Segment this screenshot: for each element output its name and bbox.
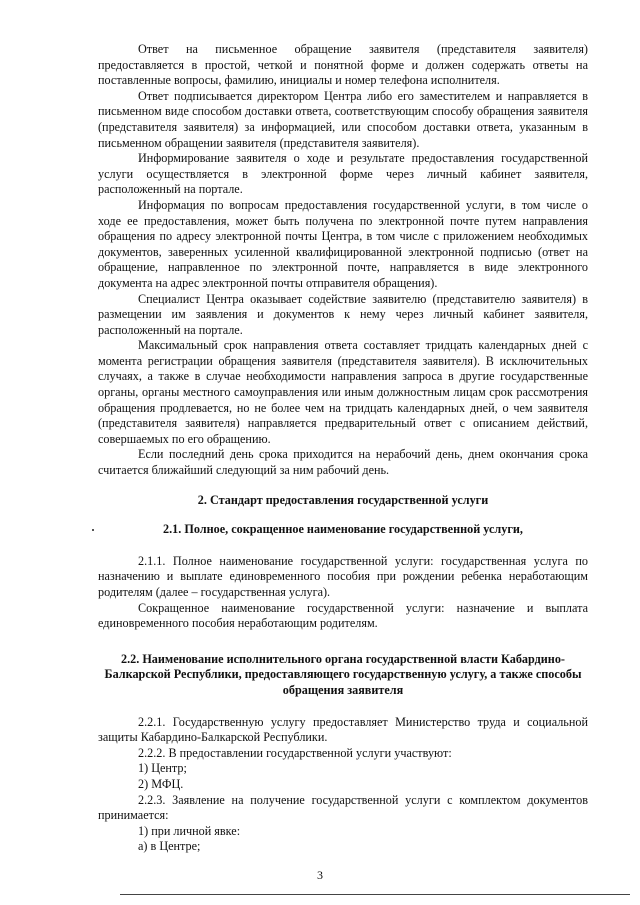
list-item: 2) МФЦ. — [138, 776, 184, 791]
spacer — [98, 699, 588, 715]
list-item: а) в Центре; — [138, 839, 201, 854]
spacer — [98, 538, 588, 554]
scan-speck — [92, 529, 94, 531]
paragraph: 2.1.1. Полное наименование государственной услуги: государственная услуга по назначению и выплате единовременного пособия при рождении ребенка неработающим родителям (далее – государственная услуга). — [98, 553, 588, 599]
paragraph: Информирование заявителя о ходе и результате предоставления государственной услуги осуществляется в электронной форме через личный кабинет заявителя, расположенный на портале. — [98, 151, 588, 197]
paragraph: Специалист Центра оказывает содействие заявителю (представителю заявителя) в размещении им заявления и документов к нему через личный кабинет заявителя, расположенный на портале. — [98, 291, 588, 337]
bottom-edge-line — [120, 894, 630, 895]
paragraph: Ответ подписывается директором Центра либо его заместителем и направляется в письменном виде способом доставки ответа, соответствующим способу обращения заявителя (представителя заявителя) за информацией, или способом доставки ответа, указанным в письменном обращении заявителя (представителя заявителя). — [98, 88, 588, 150]
paragraph: 2.2.2. В предоставлении государственной услуги участвуют: — [138, 745, 452, 760]
paragraph: Если последний день срока приходится на нерабочий день, днем окончания срока считается ближайший следующий за ним рабочий день. — [98, 447, 588, 478]
paragraph: Сокращенное наименование государственной услуги: назначение и выплата единовременного пособия неработающим родителям. — [98, 600, 588, 631]
list-item: 1) Центр; — [138, 761, 187, 776]
paragraph: Ответ на письменное обращение заявителя (представителя заявителя) предоставляется в простой, четкой и понятной форме и должен содержать ответы на поставленные вопросы, фамилию, инициалы и номер телефона исполнителя. — [98, 42, 588, 88]
paragraph: Информация по вопросам предоставления государственной услуги, в том числе о ходе ее предоставления, может быть получена по электронной почте путем направления обращения по адресу электронной почты Центра, в том числе с приложением необходимых документов, заверенных усиленной квалифицированной электронной подписью (ответ на обращение, направленное по электронной почте, направляется в виде электронного документа на адрес электронной почты отправителя обращения). — [98, 197, 588, 290]
paragraph: Максимальный срок направления ответа составляет тридцать календарных дней с момента регистрации обращения заявителя (представителя заявителя). В исключительных случаях, а также в случае необходимости направления запроса в другие государственные органы, органы местного самоуправления или иным должностным лицам срок рассмотрения обращения продлевается, но не более чем на тридцать календарных дней, о чем заявителя (представителя заявителя) направляется предварительный ответ с описанием действий, совершаемых по его обращению. — [98, 338, 588, 446]
list-item: 1) при личной явке: — [138, 823, 241, 838]
section-heading-2-2: 2.2. Наименование исполнительного органа государственной власти Кабардино-Балкарской Республики, предоставляющего государственную услугу, а также способы обращения заявителя — [104, 651, 582, 697]
section-heading-2: 2. Стандарт предоставления государственной услуги — [197, 492, 489, 507]
paragraph: 2.2.3. Заявление на получение государственной услуги с комплектом документов принимается: — [98, 792, 588, 823]
page-number: 3 — [317, 868, 323, 882]
section-heading-2-1: 2.1. Полное, сокращенное наименование государственной услуги, — [163, 522, 523, 537]
paragraph: 2.2.1. Государственную услугу предоставляет Министерство труда и социальной защиты Кабардино-Балкарской Республики. — [98, 714, 588, 745]
document-page — [98, 42, 588, 855]
